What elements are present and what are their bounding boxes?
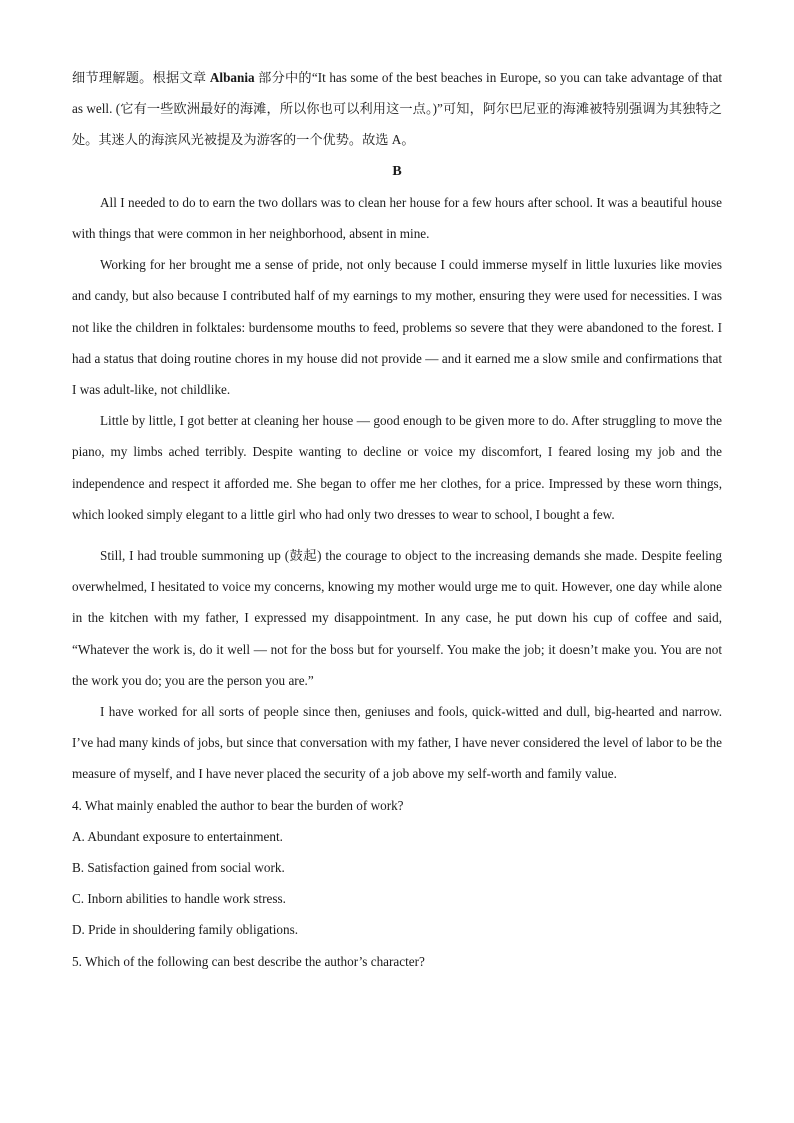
section-title: B — [392, 163, 402, 179]
question-4-option-b: B. Satisfaction gained from social work. — [72, 860, 285, 876]
question-4-option-d: D. Pride in shouldering family obligations. — [72, 922, 298, 938]
explanation-keyword: Albania — [209, 70, 255, 85]
passage-paragraph-3: Little by little, I got better at cleaning her house — good enough to be given more to do. After struggling to move the piano, my limbs ached terribly. Despite wanting to decline or voice my discomfort, I feared losing my job and the independence and respect it afforded me. She began to offer me her clothes, for a price. Impressed by these worn things, which looked simply elegant to a little girl who had only two dresses to wear to school, I bought a few. — [72, 413, 722, 522]
passage-paragraph-5: I have worked for all sorts of people since then, geniuses and fools, quick-witted and dull, big-hearted and narrow. I’ve had many kinds of jobs, but since that conversation with my father, I have never considered the level of labor to be the measure of myself, and I have never placed the security of a job above my self-worth and family value. — [72, 704, 722, 782]
question-5-stem: 5. Which of the following can best describe the author’s character? — [72, 953, 425, 969]
question-4-option-c: C. Inborn abilities to handle work stress. — [72, 891, 286, 907]
explanation-text-2: 部分中的“It has some of the best beaches in Europe, so you can take advantage of that as well. (它有一些欧洲最好的海滩，所以你也可以利用这一点。)”可知，阿尔巴尼亚的海滩被特别强调为其独特之处。其迷人的海滨风光被提及为游客的一个优势。故选 A。 — [72, 70, 723, 148]
question-4-stem: 4. What mainly enabled the author to bear the burden of work? — [72, 797, 404, 813]
passage-paragraph-4: Still, I had trouble summoning up (鼓起) the courage to object to the increasing demands she made. Despite feeling overwhelmed, I hesitated to voice my concerns, knowing my mother would urge me to quit. However, one day while alone in the kitchen with my father, I expressed my disappointment. In any case, he put down his cup of coffee and said, “Whatever the work is, do it well — not for the boss but for yourself. You make the job; it doesn’t make you. You are not the work you do; you are the person you are.” — [72, 548, 722, 688]
explanation-text-1: 细节理解题。根据文章 — [72, 70, 210, 85]
passage-paragraph-2: Working for her brought me a sense of pride, not only because I could immerse myself in little luxuries like movies and candy, but also because I contributed half of my earnings to my mother, ensuring they were used for necessities. I was not like the children in folktales: burdensome mouths to feed, problems so severe that they were abandoned to the forest. I had a status that doing routine chores in my house did not provide — and it earned me a slow smile and confirmations that I was adult-like, not childlike. — [72, 257, 722, 398]
question-4-option-a: A. Abundant exposure to entertainment. — [72, 828, 283, 844]
document-page — [72, 62, 722, 977]
answer-explanation — [72, 62, 722, 156]
passage-paragraph-1: All I needed to do to earn the two dollars was to clean her house for a few hours after school. It was a beautiful house with things that were common in her neighborhood, absent in mine. — [72, 194, 722, 242]
